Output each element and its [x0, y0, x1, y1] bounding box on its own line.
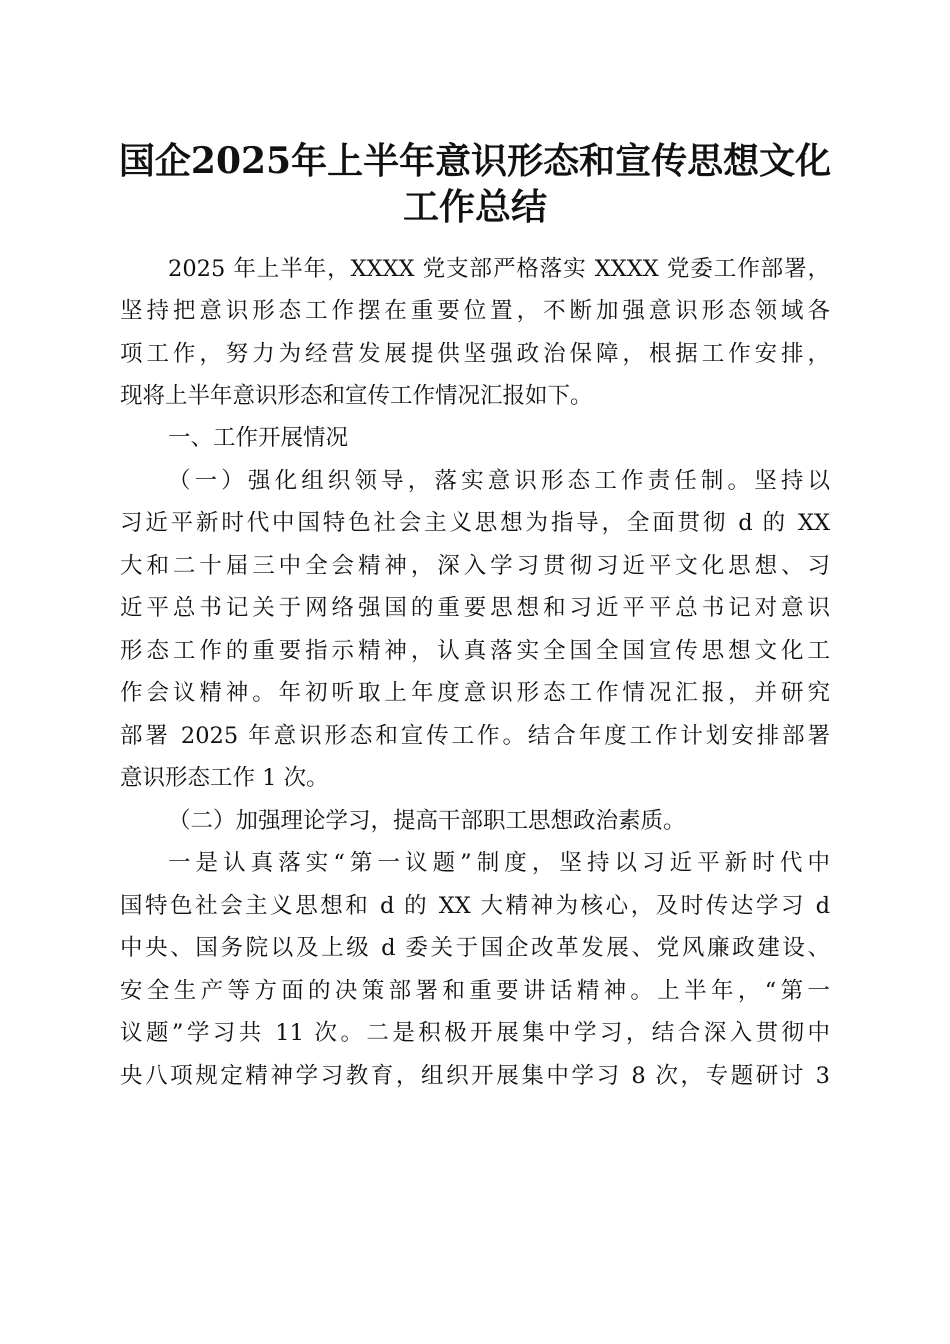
intro-line-4: 现将上半年意识形态和宣传工作情况汇报如下。	[120, 383, 593, 409]
sub1-line-2: 习近平新时代中国特色社会主义思想为指导，全面贯彻 d 的 XX	[120, 510, 830, 536]
sub2-line-5: 议题”学习共 11 次。二是积极开展集中学习，结合深入贯彻中	[120, 1020, 830, 1046]
sub2-heading: （二）加强理论学习，提高干部职工思想政治素质。	[168, 808, 686, 834]
sub1-line-5: 形态工作的重要指示精神，认真落实全国全国宣传思想文化工	[120, 638, 830, 664]
intro-line-2: 坚持把意识形态工作摆在重要位置，不断加强意识形态领域各	[120, 298, 830, 324]
document-title-line-1: 国企2025年上半年意识形态和宣传思想文化	[118, 140, 832, 182]
intro-line-3: 项工作，努力为经营发展提供坚强政治保障，根据工作安排，	[120, 341, 830, 367]
sub2-line-2: 国特色社会主义思想和 d 的 XX 大精神为核心，及时传达学习 d	[120, 893, 830, 919]
intro-line-1: 2025 年上半年，XXXX 党支部严格落实 XXXX 党委工作部署，	[168, 256, 830, 282]
sub1-line-8: 意识形态工作 1 次。	[120, 765, 329, 791]
sub2-line-1: 一是认真落实“第一议题”制度，坚持以习近平新时代中	[168, 850, 830, 876]
sub2-line-4: 安全生产等方面的决策部署和重要讲话精神。上半年，“第一	[120, 978, 830, 1004]
section-heading-1: 一、工作开展情况	[168, 425, 349, 451]
sub1-line-3: 大和二十届三中全会精神，深入学习贯彻习近平文化思想、习	[120, 553, 830, 579]
document-title-line-2: 工作总结	[402, 186, 547, 228]
sub2-line-6: 央八项规定精神学习教育，组织开展集中学习 8 次，专题研讨 3	[120, 1063, 830, 1089]
sub2-line-3: 中央、国务院以及上级 d 委关于国企改革发展、党风廉政建设、	[120, 935, 830, 961]
sub1-line-1: （一）强化组织领导，落实意识形态工作责任制。坚持以	[168, 468, 830, 494]
sub1-line-4: 近平总书记关于网络强国的重要思想和习近平平总书记对意识	[120, 595, 830, 621]
sub1-line-7: 部署 2025 年意识形态和宣传工作。结合年度工作计划安排部署	[120, 723, 830, 749]
sub1-line-6: 作会议精神。年初听取上年度意识形态工作情况汇报，并研究	[120, 680, 830, 706]
